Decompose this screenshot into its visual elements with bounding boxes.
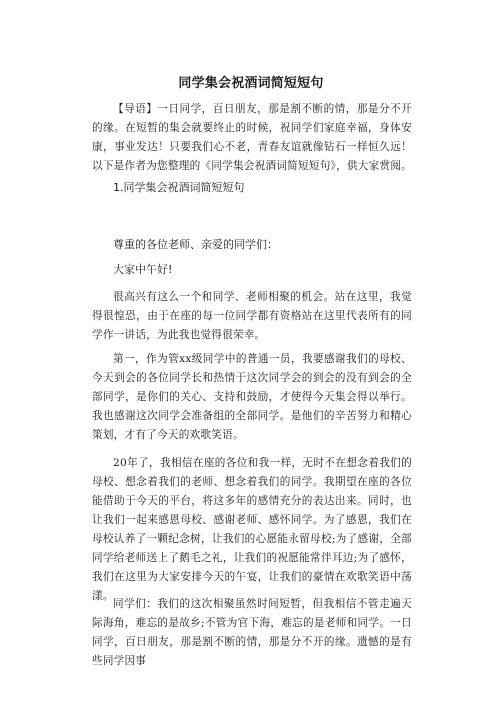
paragraph-text: 第一，作为管xx级同学中的普通一员，我要感谢我们的母校、今天到会的各位同学长和热情于这次同学会的到会的没有到会的全部同学，是你们的关心、支持和鼓励，才使得今天集会得以举行。我也感谢这次同学会准备组的全部同学。是他们的辛苦努力和精心策划，才有了今天的欢歌笑语。 — [92, 353, 412, 441]
greeting: 大家中午好! — [113, 263, 173, 276]
paragraph-4 — [92, 595, 412, 671]
paragraph-text: 很高兴有这么一个和同学、老师相聚的机会。站在这里，我觉得很惶恐，由于在座的每一位同学都有资格站在这里代表所有的同学作一讲话，为此我也觉得很荣幸。 — [92, 291, 412, 341]
paragraph-text: 同学们：我们的这次相聚虽然时间短暂，但我相信不管走遍天际海角，难忘的是故乡;不管为官下海，难忘的是老师和同学。一日同学，百日朋友，那是割不断的情，那是分不开的缘。遗憾的是有些同学因事 — [92, 598, 412, 667]
salutation: 尊重的各位老师、亲爱的同学们： — [113, 238, 278, 251]
section-heading: 1.同学集会祝酒词简短短句 — [113, 181, 245, 194]
intro-paragraph — [92, 100, 412, 176]
intro-text: 【导语】一日同学，百日朋友，那是割不断的情，那是分不开的缘。在短暂的集会就要终止的时候，祝同学们家庭幸福，身体安康，事业发达！只要我们心不老，青春友谊就像钻石一样恒久远！以下是作者为您整理的《同学集会祝酒词简短短句》，供大家赏阅。 — [92, 103, 413, 172]
paragraph-2 — [92, 350, 412, 445]
document-title: 同学集会祝酒词简短短句 — [178, 76, 324, 91]
paragraph-3 — [92, 454, 412, 606]
paragraph-1 — [92, 288, 412, 345]
paragraph-text: 20年了，我相信在座的各位和我一样，无时不在想念着我们的母校、想念着我们的老师、想念着我们的同学。我期望在座的各位能借助于今天的平台，将这多年的感情充分的表达出来。同时，也让我们一起来感恩母校、感谢老师、感怀同学。为了感恩，我们在母校认养了一颗纪念树，让我们的心愿能永留母校;为了感谢，全部同学给老师送上了鹅毛之礼，让我们的祝愿能常伴耳边;为了感怀，我们在这里为大家安排今天的午宴，让我们的豪情在欢歌笑语中荡漾。 — [92, 457, 412, 602]
